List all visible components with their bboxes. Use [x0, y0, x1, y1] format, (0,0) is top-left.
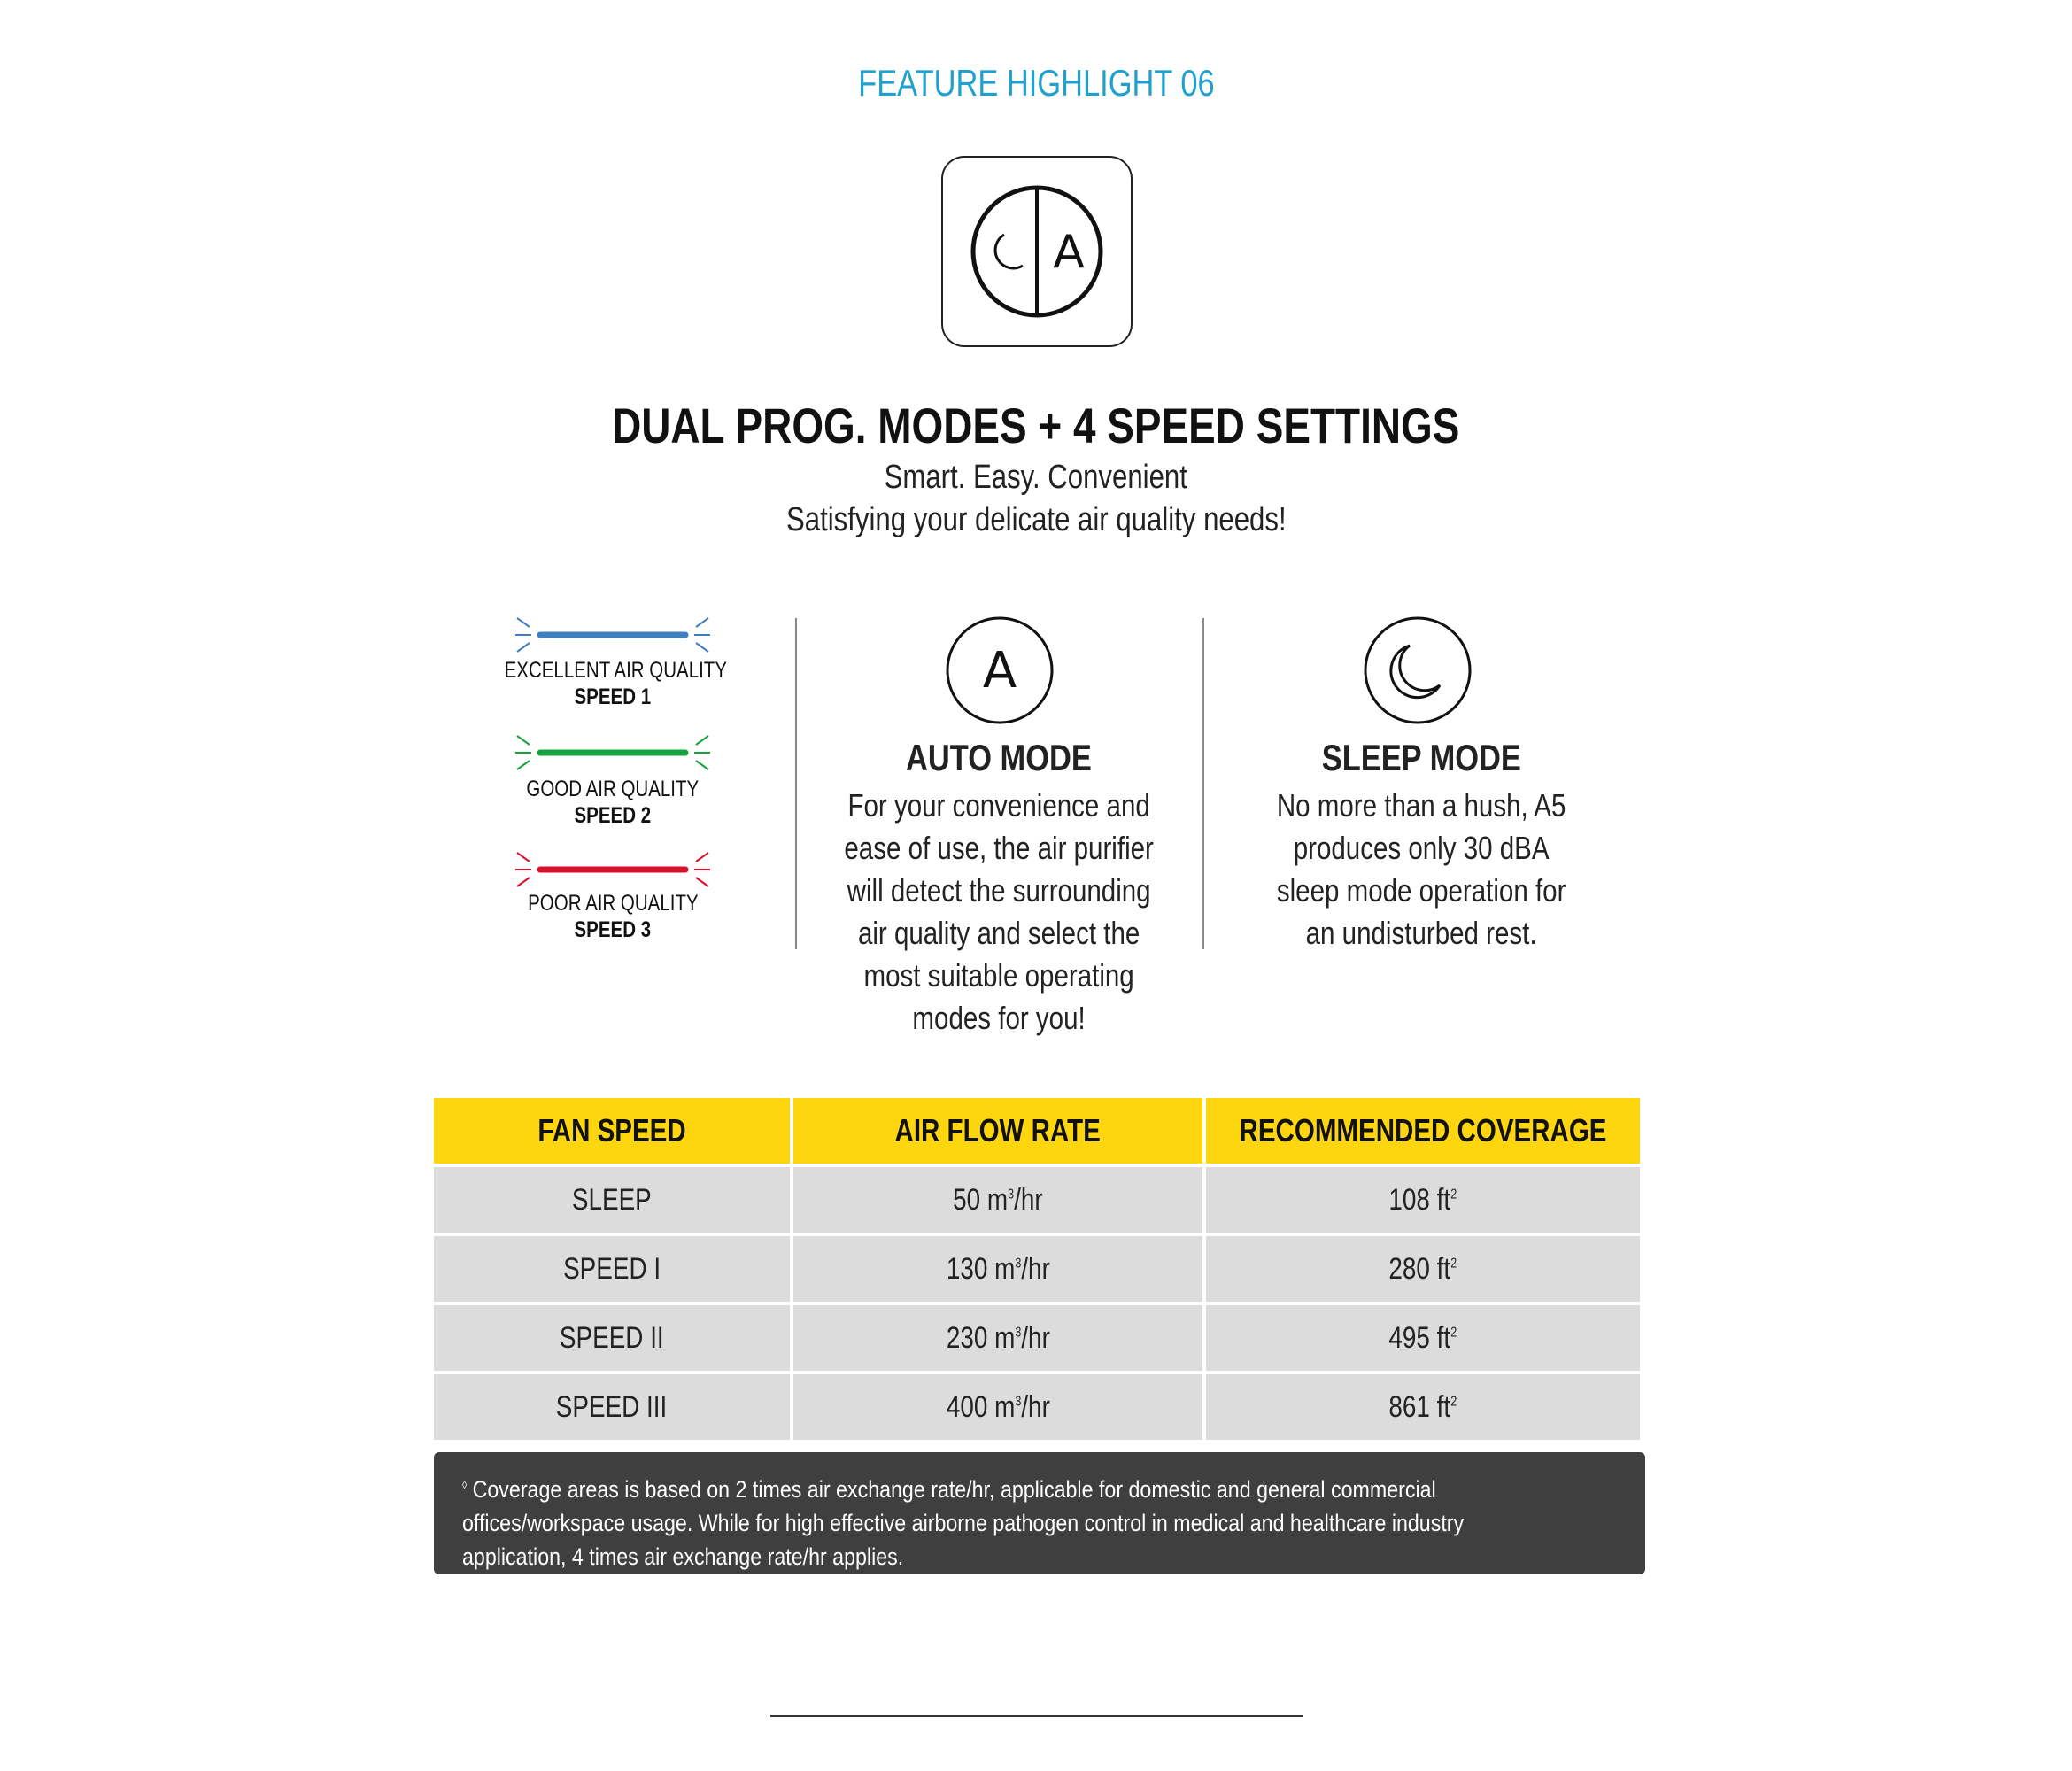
footnote-marker: ◊: [462, 1479, 468, 1491]
table-cell-coverage-value: 108 ft: [1388, 1182, 1451, 1217]
table-cell-coverage: [1206, 1374, 1640, 1440]
table-cell-speed: [434, 1236, 790, 1302]
square-superscript: 2: [1450, 1325, 1457, 1341]
excellent-air-quality-indicator: [512, 611, 714, 661]
feature-highlight-link[interactable]: [0, 62, 2072, 104]
auto-mode-line-2: ease of use, the air purifier: [844, 830, 1154, 866]
table-cell-flow-value: 400 m: [946, 1389, 1015, 1424]
fan-speed-table: [434, 1098, 1640, 1440]
table-cell-coverage: [1206, 1305, 1640, 1371]
moon-auto-mode-icon-graphic: [943, 158, 1131, 345]
footnote-line-1: Coverage areas is based on 2 times air exchange rate/hr, applicable for domestic and general commercial: [472, 1476, 1436, 1503]
sleep-mode-heading-text: SLEEP MODE: [1321, 737, 1521, 778]
table-cell-speed-text: SLEEP: [572, 1182, 652, 1217]
table-header-fan-speed: [434, 1098, 790, 1164]
page-title-text: DUAL PROG. MODES + 4 SPEED SETTINGS: [612, 398, 1460, 453]
table-cell-flow-value: 50 m: [953, 1182, 1009, 1217]
table-cell-flow-value: 130 m: [946, 1251, 1015, 1286]
page-title: [0, 397, 2072, 454]
table-header-air-flow-rate-text: AIR FLOW RATE: [894, 1112, 1102, 1148]
cube-superscript: 3: [1014, 1394, 1021, 1410]
table-header-recommended-coverage: [1206, 1098, 1640, 1164]
good-air-quality-label: [480, 776, 746, 829]
table-cell-coverage-value: 280 ft: [1388, 1251, 1451, 1286]
cube-superscript: 3: [1014, 1256, 1021, 1272]
table-header-recommended-coverage-text: RECOMMENDED COVERAGE: [1239, 1112, 1607, 1148]
auto-mode-line-4: air quality and select the: [857, 915, 1140, 951]
good-air-quality-indicator: [512, 729, 714, 778]
table-header-fan-speed-text: FAN SPEED: [537, 1112, 686, 1148]
table-cell-flow: [793, 1236, 1202, 1302]
table-cell-coverage-value: 861 ft: [1388, 1389, 1451, 1424]
sleep-mode-heading: [1222, 737, 1620, 779]
footnote-line-3: application, 4 times air exchange rate/hr applies.: [462, 1543, 904, 1570]
sleep-mode-line-3: sleep mode operation for: [1276, 872, 1566, 909]
table-cell-coverage: [1206, 1167, 1640, 1233]
sleep-mode-line-1: No more than a hush, A5: [1276, 787, 1566, 824]
auto-mode-icon: [944, 615, 1055, 726]
cube-superscript: 3: [1014, 1325, 1021, 1341]
subtitle-line-1-text: Smart. Easy. Convenient: [884, 459, 1188, 496]
square-superscript: 2: [1450, 1394, 1457, 1410]
speed-2-text: SPEED 2: [574, 803, 652, 828]
auto-mode-line-5: most suitable operating: [863, 957, 1134, 994]
table-cell-speed-text: SPEED II: [560, 1320, 664, 1355]
auto-mode-line-3: will detect the surrounding: [847, 872, 1151, 909]
table-cell-speed-text: SPEED I: [562, 1251, 661, 1286]
poor-air-quality-label: [480, 890, 746, 943]
moon-auto-mode-icon: [941, 156, 1133, 347]
table-cell-speed-text: SPEED III: [556, 1389, 668, 1424]
footnote-text: [462, 1468, 1612, 1574]
auto-mode-line-6: modes for you!: [912, 1000, 1086, 1036]
table-cell-flow-unit: /hr: [1014, 1182, 1043, 1217]
excellent-air-quality-text: EXCELLENT AIR QUALITY: [504, 658, 728, 683]
auto-mode-description: [804, 785, 1194, 1040]
table-cell-speed: [434, 1305, 790, 1371]
table-cell-coverage: [1206, 1236, 1640, 1302]
feature-highlight-link-label[interactable]: FEATURE HIGHLIGHT 06: [857, 62, 1215, 104]
sleep-mode-line-4: an undisturbed rest.: [1305, 915, 1537, 951]
auto-mode-heading-text: AUTO MODE: [906, 737, 1092, 778]
speed-1-text: SPEED 1: [574, 684, 652, 709]
square-superscript: 2: [1450, 1256, 1457, 1272]
subtitle-line-2-text: Satisfying your delicate air quality needs!: [785, 501, 1287, 538]
speed-3-text: SPEED 3: [574, 917, 652, 942]
table-cell-speed: [434, 1374, 790, 1440]
table-cell-flow: [793, 1167, 1202, 1233]
table-cell-flow-unit: /hr: [1020, 1251, 1050, 1286]
footnote-line-2: offices/workspace usage. While for high effective airborne pathogen control in medical and healthcare industry: [462, 1510, 1465, 1536]
table-cell-flow: [793, 1305, 1202, 1371]
column-divider-right: [1202, 618, 1204, 949]
square-superscript: 2: [1450, 1187, 1457, 1203]
table-cell-flow-unit: /hr: [1020, 1389, 1050, 1424]
subtitle-line-2: [0, 501, 2072, 539]
table-cell-flow-value: 230 m: [946, 1320, 1015, 1355]
auto-mode-line-1: For your convenience and: [847, 787, 1150, 824]
table-cell-flow: [793, 1374, 1202, 1440]
good-air-quality-text: GOOD AIR QUALITY: [526, 777, 700, 801]
coverage-footnote: [434, 1452, 1645, 1574]
feature-icon-letter: A: [1053, 226, 1085, 279]
poor-air-quality-text: POOR AIR QUALITY: [527, 891, 699, 916]
sleep-mode-description: [1222, 785, 1620, 955]
auto-mode-letter: A: [982, 642, 1017, 700]
table-header-air-flow-rate: [793, 1098, 1202, 1164]
bottom-divider: [770, 1715, 1303, 1717]
excellent-air-quality-label: [480, 657, 746, 710]
table-cell-coverage-value: 495 ft: [1388, 1320, 1451, 1355]
cube-superscript: 3: [1008, 1187, 1015, 1203]
sleep-mode-line-2: produces only 30 dBA: [1293, 830, 1550, 866]
column-divider-left: [795, 618, 797, 949]
moon-icon: [1362, 615, 1473, 726]
subtitle-line-1: [0, 459, 2072, 497]
auto-mode-heading: [804, 737, 1194, 779]
poor-air-quality-indicator: [512, 846, 714, 895]
table-cell-speed: [434, 1167, 790, 1233]
table-cell-flow-unit: /hr: [1020, 1320, 1050, 1355]
